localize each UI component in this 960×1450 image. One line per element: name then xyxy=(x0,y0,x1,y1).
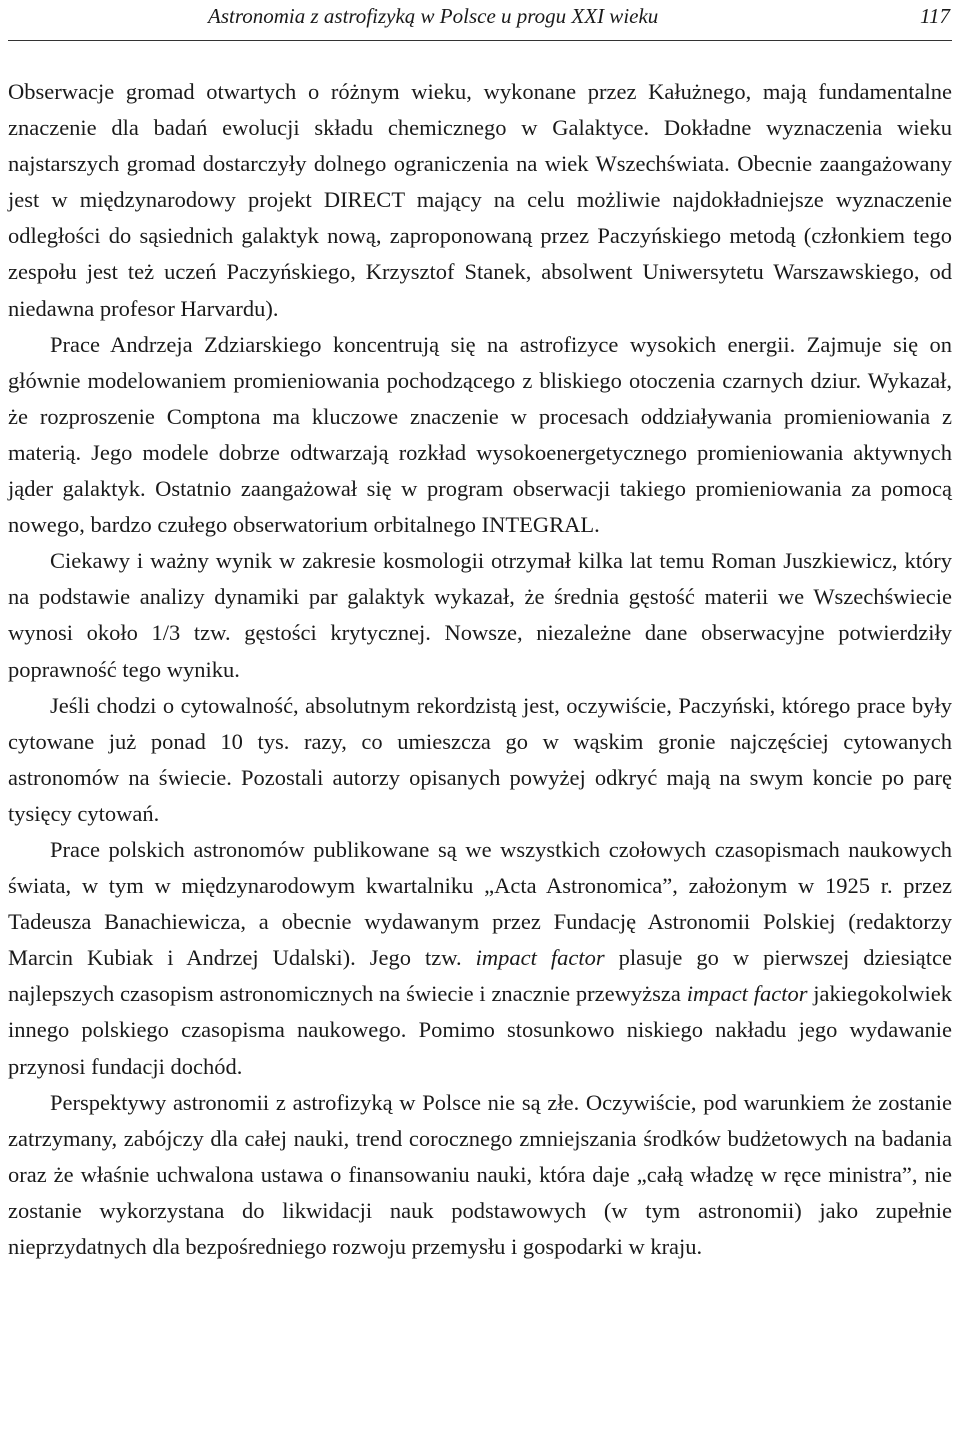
paragraph xyxy=(8,832,952,1085)
paragraph xyxy=(8,543,952,687)
paragraph xyxy=(8,327,952,544)
paragraph xyxy=(8,688,952,832)
paragraph-text: Obserwacje gromad otwartych o różnym wieku, wykonane przez Kałużnego, mają fundamentalne znaczenie dla badań ewolucji składu chemicznego w Galaktyce. Dokładne wyznaczenia wieku najstarszych gromad dostarczyły dolnego ograniczenia na wiek Wszechświata. Obecnie zaangażowany jest w międzynarodowy projekt DIRECT mający na celu możliwie najdokładniejsze wyznaczenie odległości do sąsiednich galaktyk nową, zaproponowaną przez Paczyńskiego metodą (członkiem tego zespołu jest też uczeń Paczyńskiego, Krzysztof Stanek, absolwent Uniwersytetu Warszawskiego, od niedawna profesor Harvardu). xyxy=(8,79,952,321)
paragraph-text: Jeśli chodzi o cytowalność, absolutnym rekordzistą jest, oczywiście, Paczyński, którego prace były cytowane już ponad 10 tys. razy, co umieszcza go w wąskim gronie najczęściej cytowanych astronomów na świecie. Pozostali autorzy opisanych powyżej odkryć mają na swym koncie po parę tysięcy cytowań. xyxy=(8,692,952,826)
paragraph xyxy=(8,1085,952,1265)
running-header xyxy=(8,0,952,41)
paragraph xyxy=(8,74,952,327)
paragraph-text: jakiegokolwiek innego polskiego czasopisma naukowego. Pomimo stosunkowo niskiego nakładu jego wydawanie przynosi fundacji dochód. xyxy=(8,981,953,1079)
page-number: 117 xyxy=(920,4,950,28)
paragraph-text: Prace polskich astronomów publikowane są we wszystkich czołowych czasopismach naukowych świata, w tym w międzynarodowym kwartalniku „Acta Astronomica”, założonym w 1925 r. przez Tadeusza Banachiewicza, a obecnie wydawanym przez Fundację Astronomii Polskiej (redaktorzy Marcin Kubiak i Andrzej Udalski). Jego tzw. xyxy=(8,836,952,971)
paragraph-text: plasuje go w pierwszej dziesiątce najlepszych czasopism astronomicznych na świecie i znacznie przewyższa xyxy=(8,945,952,1007)
paragraph-text: Ciekawy i ważny wynik w zakresie kosmologii otrzymał kilka lat temu Roman Juszkiewicz, który na podstawie analizy dynamiki par galaktyk wykazał, że średnia gęstość materii we Wszechświecie wynosi około 1/3 tzw. gęstości krytycznej. Nowsze, niezależne dane obserwacyjne potwierdziły poprawność tego wyniku. xyxy=(8,548,952,682)
paragraph-text: Perspektywy astronomii z astrofizyką w Polsce nie są złe. Oczywiście, pod warunkiem że zostanie zatrzymany, zabójczy dla całej nauki, trend corocznego zmniejszania środków budżetowych na badania oraz że właśnie uchwalona ustawa o finansowaniu nauki, która daje „całą władzę w ręce ministra”, nie zostanie wykorzystana do likwidacji nauk podstawowych (w tym astronomii) jako zupełnie nieprzydatnych dla bezpośredniego rozwoju przemysłu i gospodarki w kraju. xyxy=(8,1089,952,1259)
paragraph-text: Prace Andrzeja Zdziarskiego koncentrują się na astrofizyce wysokich energii. Zajmuje się on głównie modelowaniem promieniowania pochodzącego z bliskiego otoczenia czarnych dziur. Wykazał, że rozproszenie Comptona ma kluczowe znaczenie w procesach oddziaływania promieniowania z materią. Jego modele dobrze odtwarzają rozkład wysokoenergetycznego promieniowania aktywnych jąder galaktyk. Ostatnio zaangażował się w program obserwacji takiego promieniowania za pomocą nowego, bardzo czułego obserwatorium orbitalnego INTEGRAL. xyxy=(8,331,952,538)
body-text xyxy=(8,74,952,1265)
italic-term: impact factor xyxy=(475,945,605,971)
running-title: Astronomia z astrofizyką w Polsce u progu XXI wieku xyxy=(208,4,659,28)
italic-term: impact factor xyxy=(686,981,808,1007)
